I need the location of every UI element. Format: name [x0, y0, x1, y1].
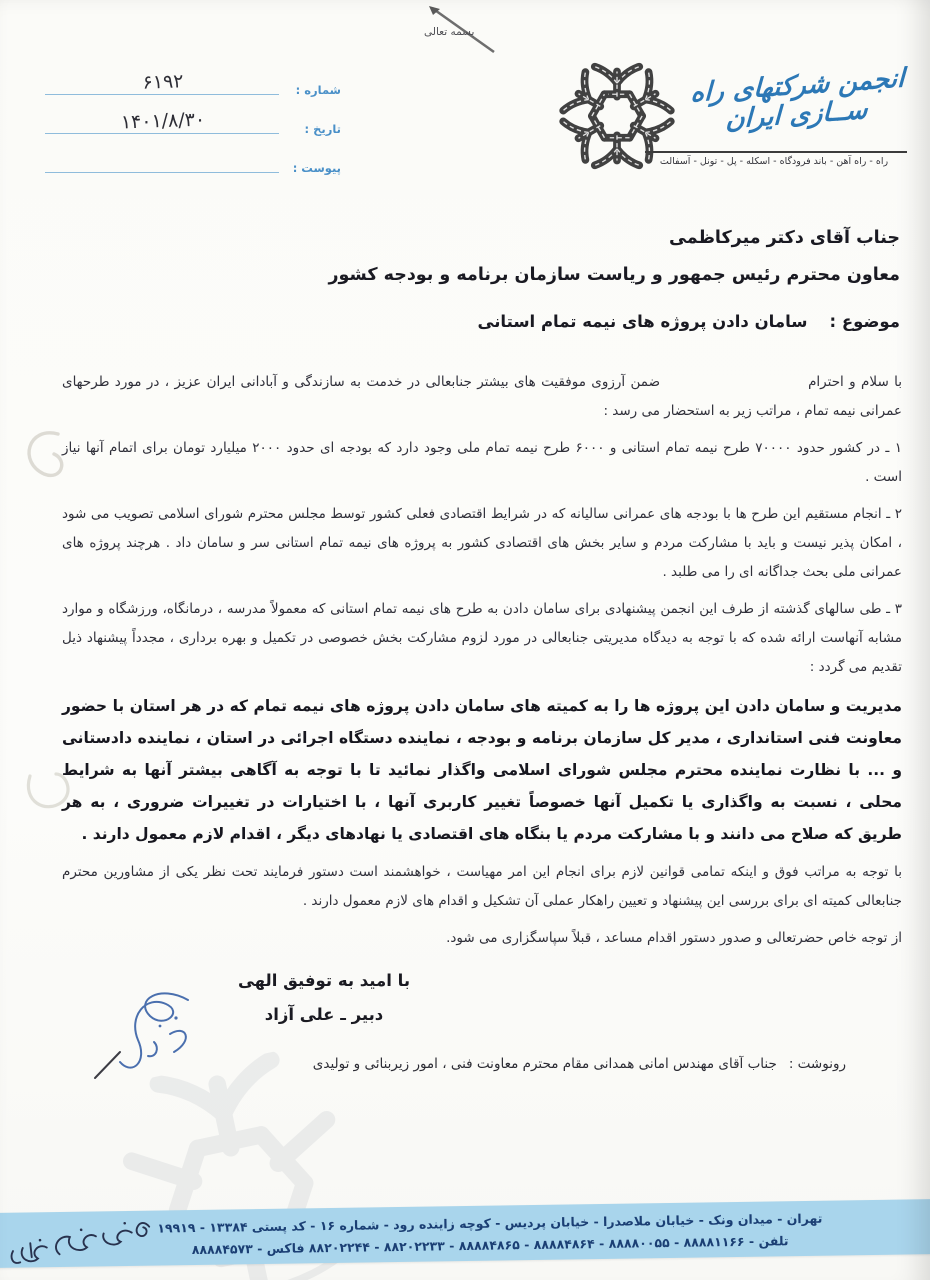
- bismillah-text: بسمه تعالی: [424, 26, 475, 38]
- cc-label: رونوشت :: [788, 1056, 846, 1072]
- numbered-item-2: ۲ ـ انجام مستقیم این طرح ها با بودجه های عمرانی سالیانه که در شرایط اقتصادی فعلی کشور توسط مجلس محترم شورای اسلامی تصویب می شود ، امکان پذیر نیست و باید با مشارکت مردم و سایر بخش های اقتصادی کشور به پروژه های نیمه تمام استانی سر و سامان داد . هرچند پروژه های عمرانی ملی بحث جداگانه ای را می طلبد .: [62, 506, 902, 580]
- ref-attachment-row: [35, 144, 341, 183]
- signature-name: دبیر ـ علی آزاد: [264, 1005, 384, 1024]
- ref-attachment-value: [75, 168, 251, 174]
- ref-number-value: ۶۱۹۲: [142, 70, 184, 94]
- subject-label: موضوع :: [829, 312, 900, 331]
- subject-line: [478, 312, 901, 331]
- numbered-item-3: ۳ ـ طی سالهای گذشته از طرف این انجمن پیشنهادی برای سامان دادن به طرح های نیمه تمام استانی که معمولاً مدرسه ، درمانگاه، ورزشگاه و موارد مشابه آنهاست ارائه شده که با توجه به دیدگاه مدیریتی جنابعالی در مورد لزوم مشارکت بخش خصوصی در تکمیل و بهره برداری ، مجدداً پیشنهاد ذیل تقدیم می گردد :: [62, 601, 902, 675]
- recipient-block: [328, 220, 900, 294]
- ref-number-row: [35, 66, 341, 105]
- intro-text: ضمن آرزوی موفقیت های بیشتر جنابعالی در خدمت به سازندگی و آبادانی ایران عزیز ، در مورد طرحهای عمرانی نیمه تمام ، مراتب زیر به استحضار می رسد :: [62, 374, 902, 419]
- letter-body: [62, 368, 902, 961]
- closing-paragraph-2: از توجه خاص حضرتعالی و صدور دستور اقدام مساعد ، قبلاً سپاسگزاری می شود.: [446, 930, 902, 946]
- ref-attachment-label: پیوست :: [292, 161, 341, 175]
- logo-divider-line: [645, 151, 907, 153]
- greeting-paragraph: [62, 368, 902, 426]
- association-tagline: راه - راه آهن - باند فرودگاه - اسکله - پل - تونل - آسفالت: [659, 156, 889, 167]
- cc-checkmark-icon: [92, 1048, 126, 1082]
- proposal-paragraph: مدیریت و سامان دادن این پروژه ها را به کمیته های سامان دادن پروژه های نیمه تمام که در هر استان با حضور معاونت فنی استانداری ، مدیر کل سازمان برنامه و بودجه ، نماینده دستگاه اجرائی در استان ، نماینده دادستانی و ... با نظارت نماینده محترم مجلس شورای اسلامی واگذار نمائید تا با توجه به آگاهی بیشتر آنها به شرایط محلی ، نسبت به واگذاری یا تکمیل آنها خصوصاً تغییر کاربری آنها ، با اختیارات در تغییرات ضروری ، به هر طریق که صلاح می دانند و با مشارکت مردم یا بنگاه های اقتصادی یا نهادهای دیگر ، اقدام لازم معمول دارند .: [62, 697, 902, 843]
- signature-motto: با امید به توفیق الهی: [237, 971, 411, 990]
- ref-date-label: تاریخ :: [304, 122, 341, 136]
- ref-attachment-line: [45, 172, 279, 173]
- recipient-title: معاون محترم رئیس جمهور و ریاست سازمان برنامه و بودجه کشور: [328, 265, 900, 285]
- footer-phones: تلفن - ۸۸۸۸۱۱۶۶ - ۸۸۸۸۰۰۵۵ - ۸۸۸۸۴۸۶۴ - ۸۸۸۸۴۸۶۵ - ۸۸۲۰۲۲۳۳ - ۸۸۲۰۲۲۴۴ فاکس - ۸۸۸۸۴۵۷۳: [191, 1233, 789, 1258]
- signature-block: [198, 964, 450, 1032]
- ref-date-value: ۱۴۰۱/۸/۳۰: [120, 108, 206, 134]
- association-name-calligraphy: انجمن شرکتهای راه ســازی ایران: [690, 63, 905, 136]
- ref-date-row: [35, 105, 341, 144]
- closing-paragraph-1: با توجه به مراتب فوق و اینکه تمامی قوانین لازم برای انجام این امر مهیاست ، خواهشمند است دستور فرمایند تحت نظر یکی از مشاورین محترم جنابعالی کمیته ای برای بررسی این پیشنهاد و تعیین راهکار عملی آن تشکیل و اقدام های لازم معمول دارند .: [62, 864, 902, 909]
- subject-text: سامان دادن پروژه های نیمه تمام استانی: [477, 312, 808, 331]
- reference-fields: [35, 66, 341, 183]
- recipient-name: جناب آقای دکتر میرکاظمی: [669, 228, 900, 248]
- footer-address: تهران - میدان ونک - خیابان ملاصدرا - خیابان پردیس - کوچه زاینده رود - شماره ۱۶ - کد پستی ۱۳۳۸۴ - ۱۹۹۱۹: [157, 1210, 823, 1236]
- cc-text: جناب آقای مهندس امانی همدانی مقام محترم معاونت فنی ، امور زیربنائی و تولیدی: [312, 1056, 777, 1072]
- cc-line: [313, 1056, 846, 1072]
- ref-number-label: شماره :: [295, 83, 341, 97]
- salutation-text: با سلام و احترام: [808, 374, 903, 390]
- numbered-item-1: ۱ ـ در کشور حدود ۷۰۰۰۰ طرح نیمه تمام استانی و ۶۰۰۰ طرح نیمه تمام ملی وجود دارد که بودجه ای حدود ۲۰۰۰ میلیارد تومان برای اتمام آنها نیاز است .: [62, 440, 903, 485]
